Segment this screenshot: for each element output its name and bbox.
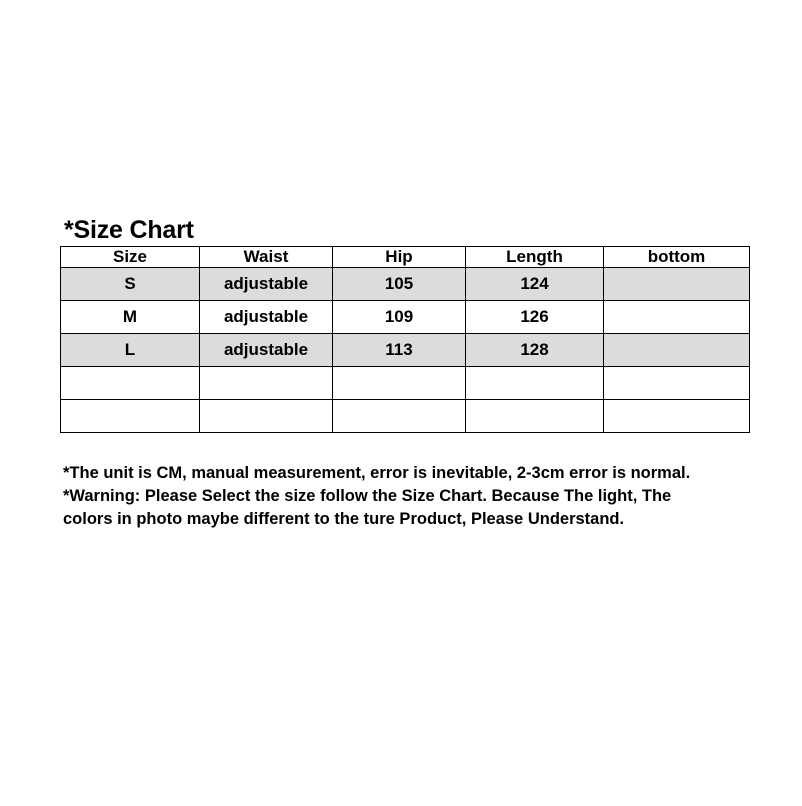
cell-size [61,367,200,400]
cell-length: 128 [466,334,604,367]
cell-bottom [604,400,750,433]
cell-waist [200,367,333,400]
cell-size [61,400,200,433]
cell-hip [333,367,466,400]
cell-size: S [61,268,200,301]
warning-note: *Warning: Please Select the size follow the Size Chart. Because The light, The [63,487,672,505]
unit-note: *The unit is CM, manual measurement, error is inevitable, 2-3cm error is normal. [63,464,691,482]
cell-bottom [604,301,750,334]
cell-hip: 109 [333,301,466,334]
cell-length: 124 [466,268,604,301]
table-row [61,400,750,433]
table-row [61,367,750,400]
size-chart-table [60,246,750,433]
cell-waist: adjustable [200,268,333,301]
cell-bottom [604,334,750,367]
cell-bottom [604,367,750,400]
cell-waist: adjustable [200,334,333,367]
table-row [61,301,750,334]
cell-waist: adjustable [200,301,333,334]
size-chart-title: *Size Chart [64,216,194,244]
cell-size: M [61,301,200,334]
table-row [61,334,750,367]
header-size: Size [61,247,200,268]
cell-hip: 113 [333,334,466,367]
table-header-row [61,247,750,268]
header-hip: Hip [333,247,466,268]
cell-length [466,367,604,400]
header-waist: Waist [200,247,333,268]
cell-hip: 105 [333,268,466,301]
header-length: Length [466,247,604,268]
warning-note-continued: colors in photo maybe different to the ture Product, Please Understand. [63,510,625,528]
cell-length: 126 [466,301,604,334]
cell-waist [200,400,333,433]
cell-length [466,400,604,433]
cell-hip [333,400,466,433]
cell-size: L [61,334,200,367]
cell-bottom [604,268,750,301]
size-notes [63,462,763,531]
header-bottom: bottom [604,247,750,268]
table-row [61,268,750,301]
